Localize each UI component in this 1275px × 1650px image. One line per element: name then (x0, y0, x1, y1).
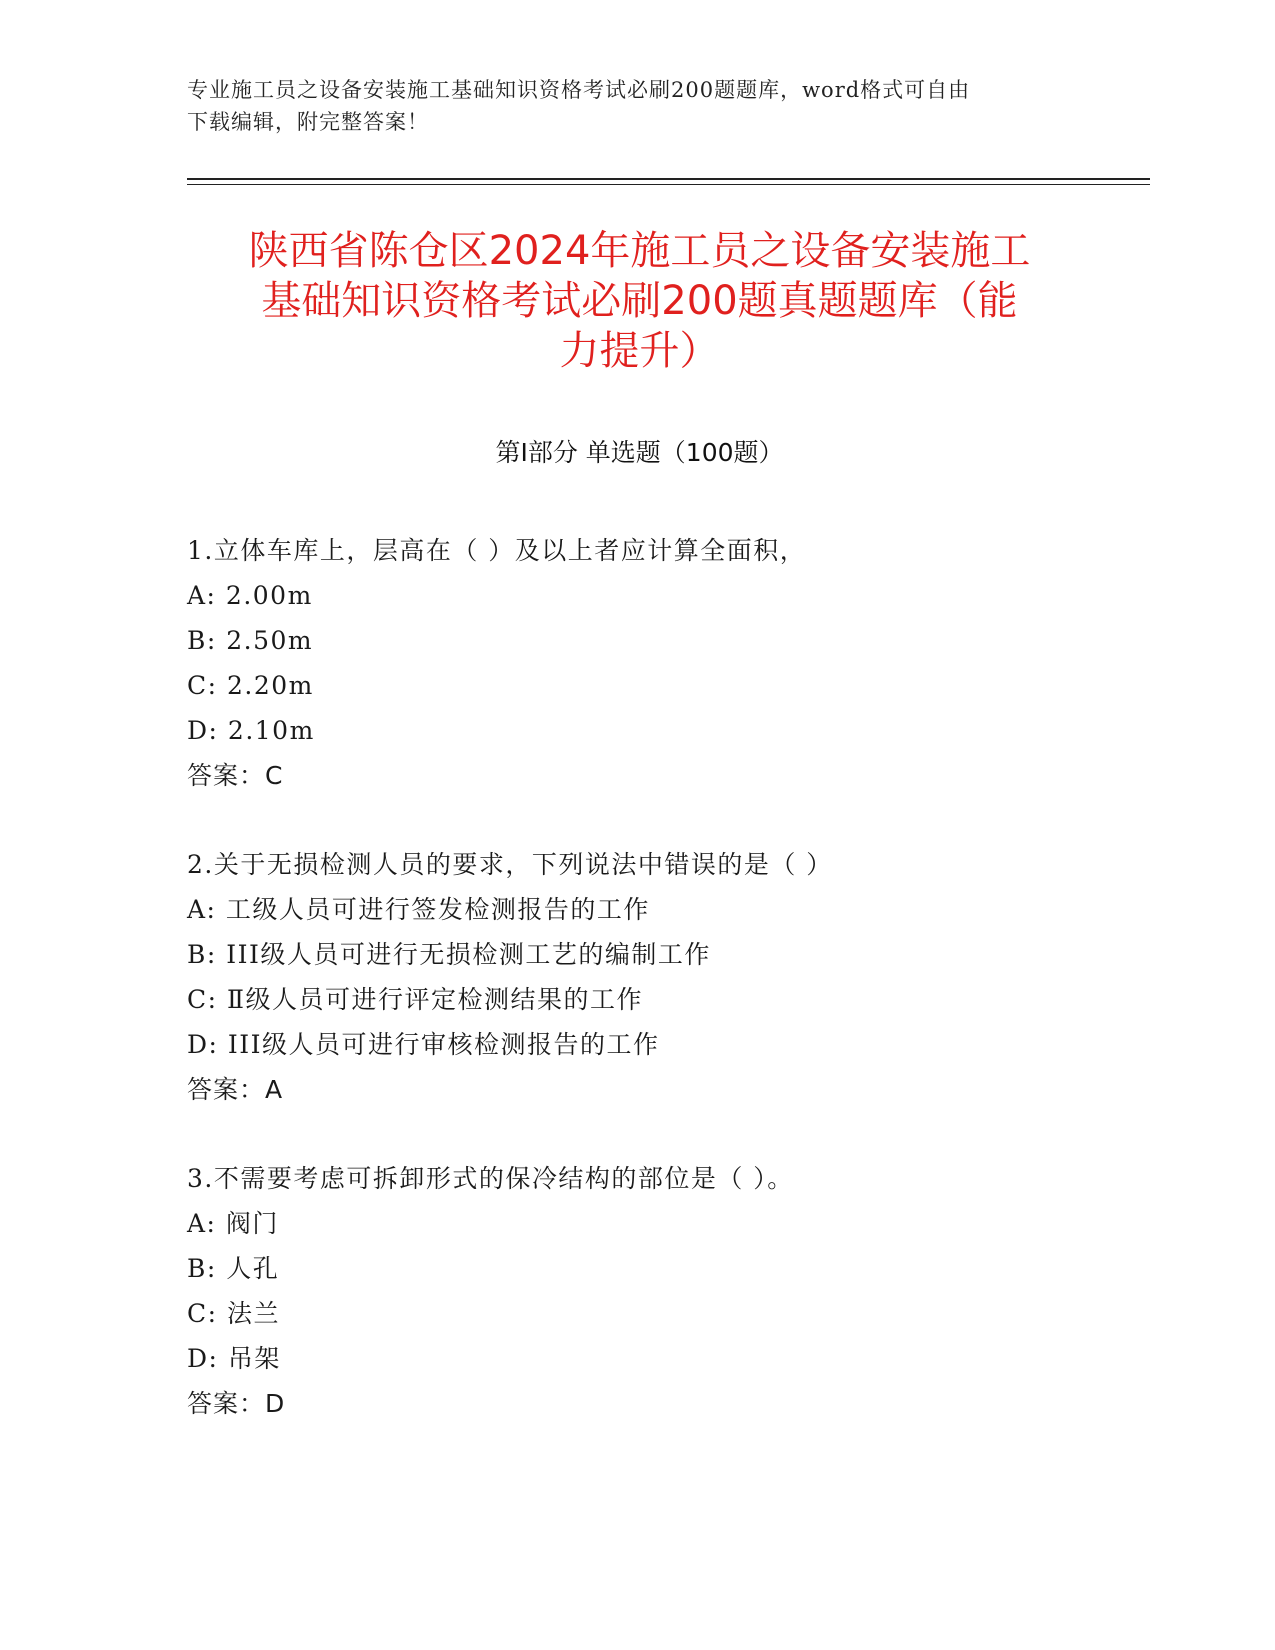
header-note-line-1: 专业施工员之设备安装施工基础知识资格考试必刷200题题库，word格式可自由 (187, 78, 971, 102)
option-a: A: 2.00m (187, 581, 313, 610)
option-d: D: 2.10m (187, 716, 315, 745)
section-title: 第Ⅰ部分 单选题（100题） (495, 438, 784, 467)
option-b: B: III级人员可进行无损检测工艺的编制工作 (187, 940, 711, 969)
option-d: D: III级人员可进行审核检测报告的工作 (187, 1030, 660, 1059)
option-a: A: 工级人员可进行签发检测报告的工作 (187, 895, 650, 924)
answer: 答案：C (187, 761, 284, 790)
answer: 答案：D (187, 1389, 286, 1418)
question-stem: 3.不需要考虑可拆卸形式的保冷结构的部位是（ ）。 (187, 1164, 794, 1193)
option-a: A: 阀门 (187, 1209, 279, 1238)
header-note-line-2: 下载编辑，附完整答案！ (187, 110, 429, 134)
option-b: B: 2.50m (187, 626, 314, 655)
answer: 答案：A (187, 1075, 284, 1104)
question-stem: 2.关于无损检测人员的要求，下列说法中错误的是（ ） (187, 850, 833, 879)
header-divider-thick (187, 178, 1150, 180)
option-c: C: 2.20m (187, 671, 314, 700)
question-3 (187, 1156, 1137, 1426)
option-c: C: Ⅱ级人员可进行评定检测结果的工作 (187, 985, 643, 1014)
question-list (187, 528, 1137, 1470)
header-divider-thin (187, 184, 1150, 185)
document-title-line-2: 基础知识资格考试必刷200题真题题库（能 (261, 278, 1018, 324)
document-title-line-1: 陕西省陈仓区2024年施工员之设备安装施工 (248, 228, 1031, 274)
option-d: D: 吊架 (187, 1344, 281, 1373)
document-title (187, 226, 1092, 376)
question-stem: 1.立体车库上，层高在（ ）及以上者应计算全面积， (187, 536, 807, 565)
question-2 (187, 842, 1137, 1112)
option-b: B: 人孔 (187, 1254, 280, 1283)
option-c: C: 法兰 (187, 1299, 280, 1328)
question-1 (187, 528, 1137, 798)
header-note (187, 74, 1087, 138)
document-title-line-3: 力提升） (559, 328, 720, 374)
